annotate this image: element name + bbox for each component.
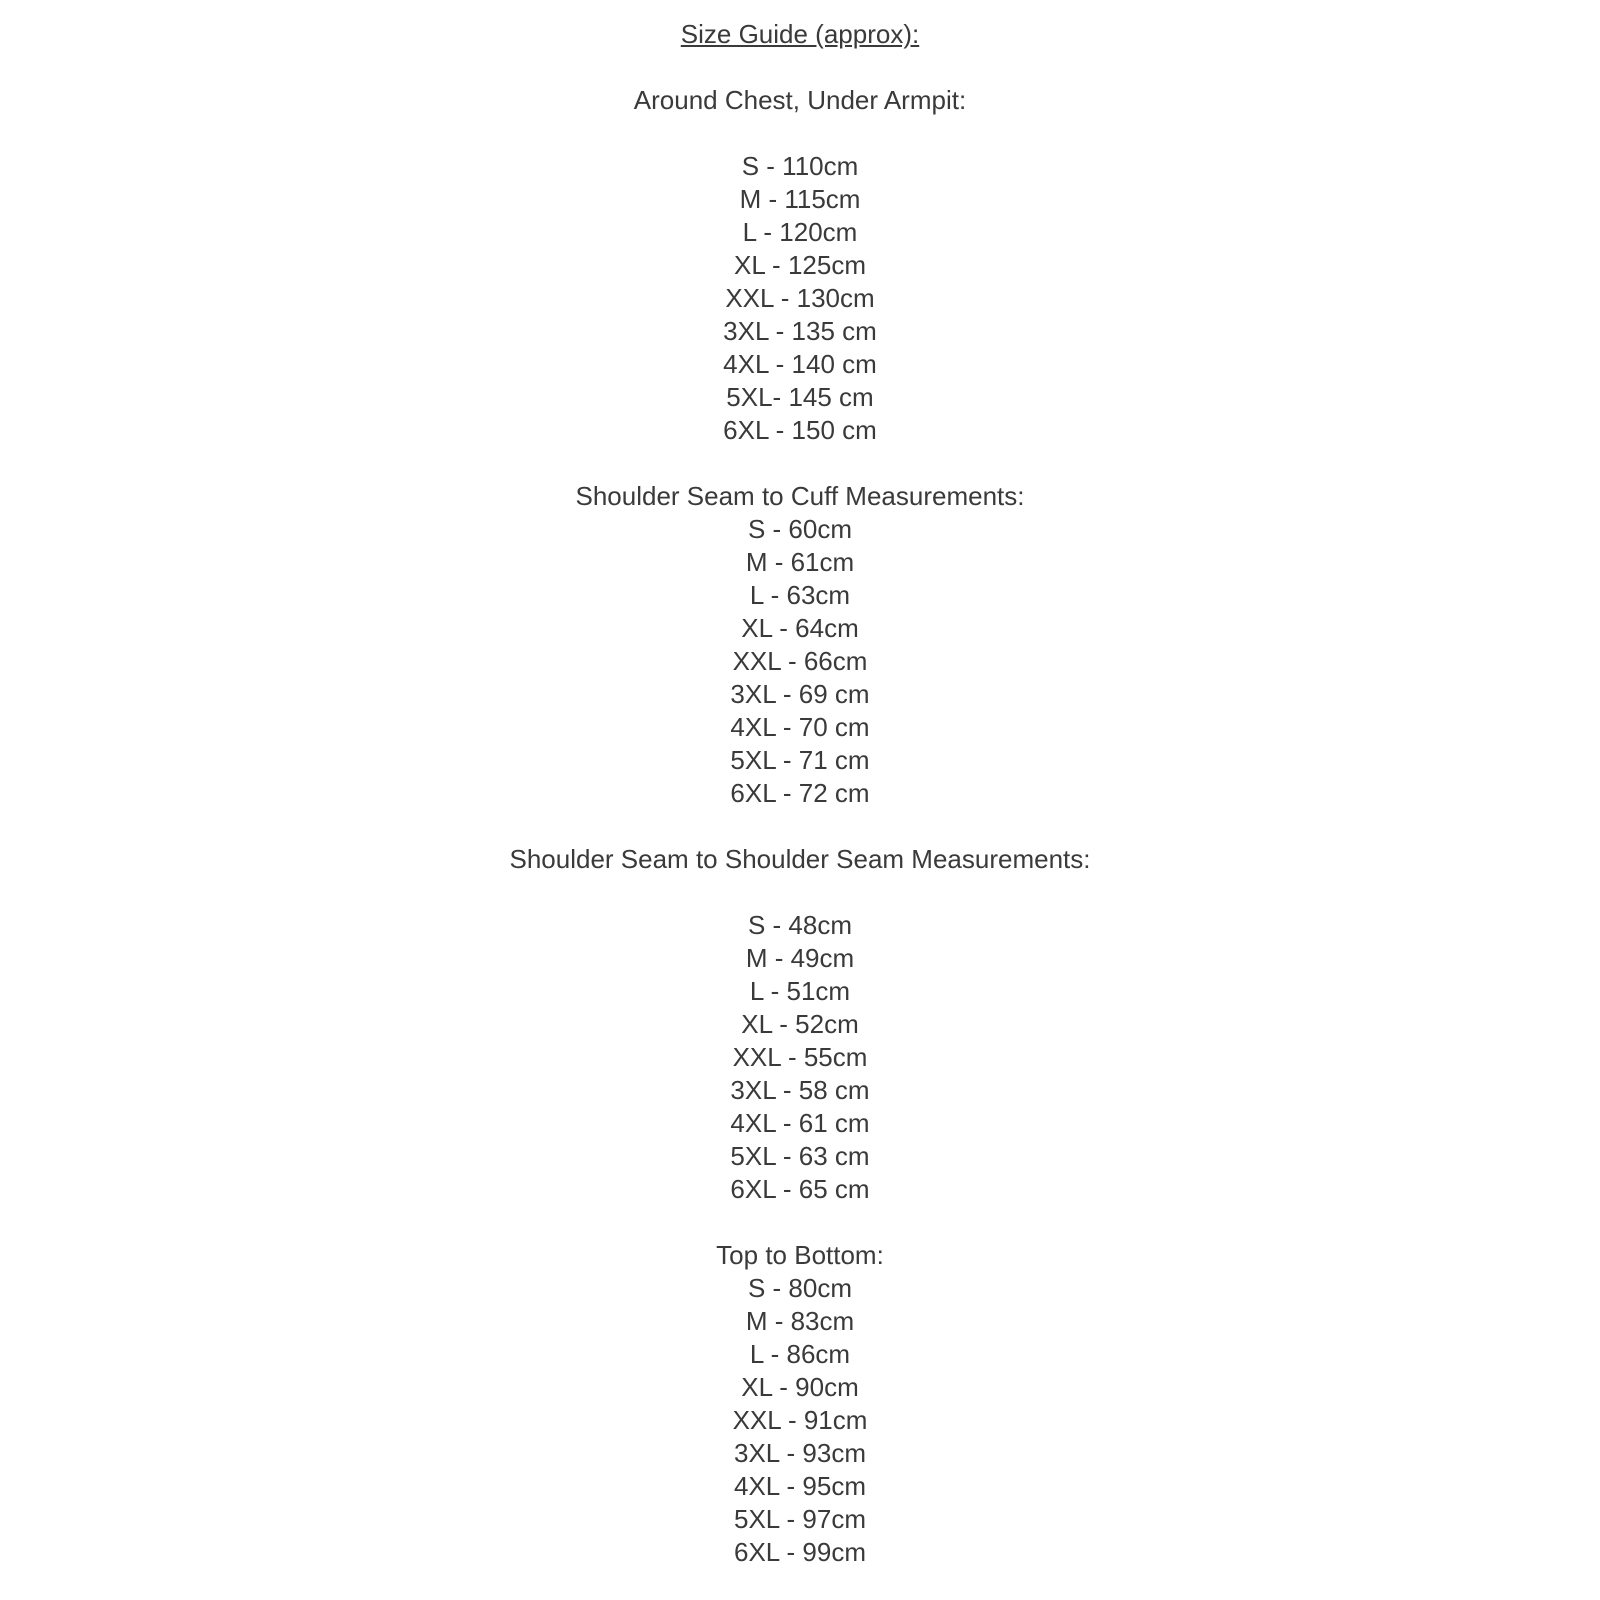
section-around-chest [0,84,1600,447]
measurement-line: 6XL - 99cm [734,1537,866,1567]
measurement-line: 4XL - 61 cm [730,1108,870,1138]
measurement-list [0,513,1600,810]
measurement-line: XL - 125cm [734,250,866,280]
measurement-line: 3XL - 93cm [734,1438,866,1468]
measurement-line: XL - 52cm [741,1009,859,1039]
measurement-line: 3XL - 58 cm [730,1075,870,1105]
measurement-line: S - 110cm [741,151,859,181]
measurement-line: 6XL - 65 cm [730,1174,870,1204]
measurement-line: 3XL - 69 cm [730,679,870,709]
measurement-line: M - 83cm [745,1306,855,1336]
measurement-list [0,150,1600,447]
page-title: Size Guide (approx): [680,19,920,49]
measurement-line: M - 61cm [745,547,855,577]
section-shoulder-to-cuff [0,480,1600,810]
measurement-line: XL - 64cm [741,613,859,643]
measurement-line: 5XL - 97cm [734,1504,866,1534]
section-heading: Shoulder Seam to Cuff Measurements: [575,481,1025,511]
section-heading: Around Chest, Under Armpit: [633,85,967,115]
measurement-line: 5XL- 145 cm [726,382,874,412]
measurement-line: 4XL - 70 cm [730,712,870,742]
measurement-line: S - 60cm [747,514,853,544]
measurement-line: L - 86cm [749,1339,851,1369]
measurement-line: 6XL - 72 cm [730,778,870,808]
measurement-line: M - 115cm [739,184,861,214]
section-heading: Shoulder Seam to Shoulder Seam Measurements: [509,844,1091,874]
measurement-line: 4XL - 95cm [734,1471,866,1501]
measurement-line: 4XL - 140 cm [723,349,877,379]
measurement-line: S - 80cm [747,1273,853,1303]
measurement-line: M - 49cm [745,943,855,973]
section-top-to-bottom [0,1239,1600,1569]
measurement-line: XL - 90cm [741,1372,859,1402]
section-heading: Top to Bottom: [716,1240,884,1270]
measurement-line: XXL - 55cm [732,1042,868,1072]
measurement-line: 6XL - 150 cm [723,415,877,445]
measurement-line: XXL - 66cm [732,646,868,676]
measurement-list [0,1272,1600,1569]
measurement-line: S - 48cm [747,910,853,940]
measurement-line: 3XL - 135 cm [723,316,877,346]
measurement-line: L - 63cm [749,580,851,610]
measurement-line: 5XL - 63 cm [730,1141,870,1171]
measurement-list [0,909,1600,1206]
section-shoulder-to-shoulder [0,843,1600,1206]
measurement-line: 5XL - 71 cm [730,745,870,775]
measurement-line: L - 51cm [749,976,851,1006]
measurement-line: XXL - 91cm [732,1405,868,1435]
measurement-line: L - 120cm [742,217,858,247]
measurement-line: XXL - 130cm [725,283,875,313]
